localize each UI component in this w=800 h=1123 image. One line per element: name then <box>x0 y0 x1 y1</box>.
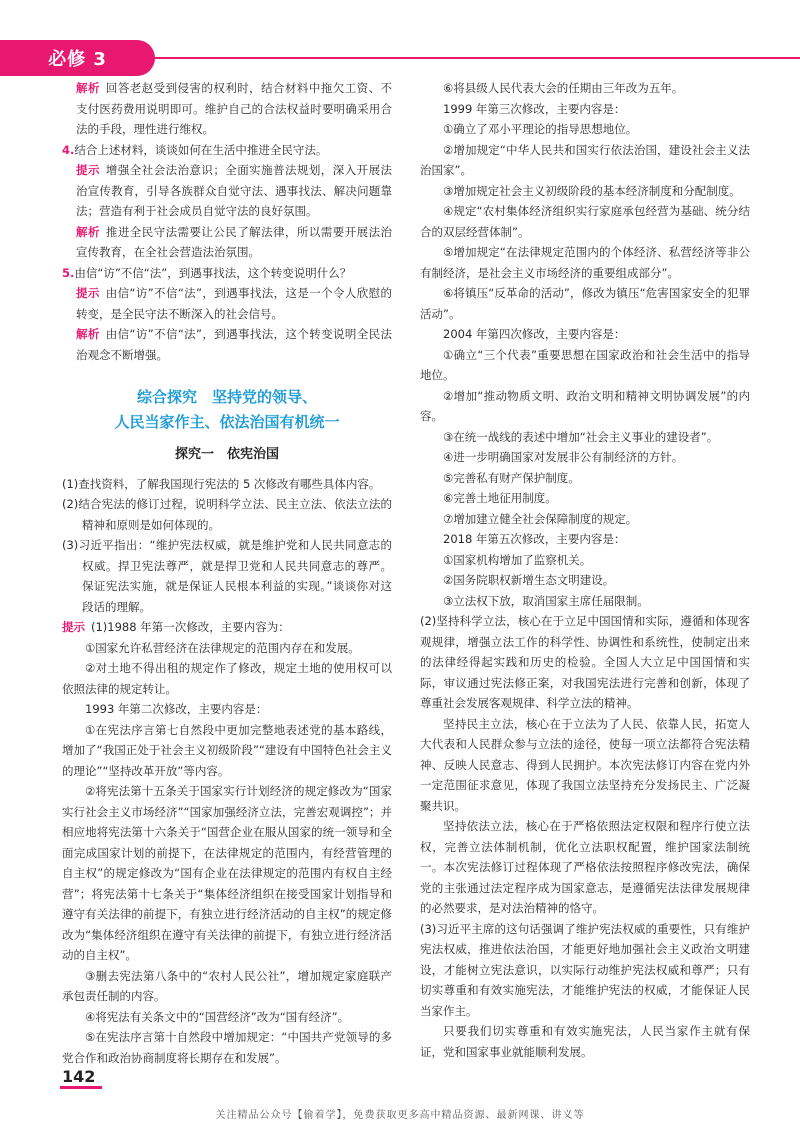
amendment-item: ⑤增加规定“在法律规定范围内的个体经济、私营经济等非公有制经济，是社会主义市场经济的重要组成部分”。 <box>420 245 750 280</box>
explore-question-1: (1)查找资料，了解我国现行宪法的 5 次修改有哪些具体内容。 <box>62 476 381 491</box>
tip-text: 增强全社会法治意识；全面实施普法规划，深入开展法治宣传教育，引导各族群众自觉守法、遇事找法、解决问题靠法；营造有利于社会成员自觉守法的良好氛围。 <box>76 163 393 218</box>
amendment-item: ①国家允许私营经济在法律规定的范围内存在和发展。 <box>85 640 360 655</box>
answer-paragraph: 坚持依法立法，核心在于严格依照法定权限和程序行使立法权，完善立法体制机制，优化立法职权配置，维护国家法制统一。本次宪法修订过程体现了严格依法按照程序修改宪法，确保党的主张通过法定程序成为国家意志，是遵循宪法法律发展规律的必然要求，是对法治精神的恪守。 <box>420 819 750 915</box>
answer-paragraph: (2)坚持科学立法，核心在于立足中国国情和实际，遵循和体现客观规律，增强立法工作的科学性、协调性和系统性，使制定出来的法律经得起实践和历史的检验。全国人大立足中国国情和实际，审议通过宪法修正案，对我国宪法进行完善和创新，体现了尊重社会发展客观规律、科学立法的精神。 <box>420 614 750 710</box>
amendment-item: ①确立“三个代表”重要思想在国家政治和社会生活中的指导地位。 <box>420 347 750 382</box>
amendment-year-heading: 1999 年第三次修改，主要内容是： <box>443 101 626 116</box>
page-number-bar <box>60 1086 102 1089</box>
page-number: 142 <box>62 1067 96 1086</box>
amendment-item: ⑥将镇压“反革命的活动”，修改为镇压“危害国家安全的犯罪活动”。 <box>420 286 750 321</box>
amendment-year-heading: 2018 年第五次修改，主要内容是： <box>443 532 626 546</box>
question-text: 由信“访”不信“法”，到遇事找法，这个转变说明什么？ <box>74 265 352 280</box>
question-5 <box>62 263 392 284</box>
amendment-item: ⑦增加建立健全社会保障制度的规定。 <box>443 511 638 526</box>
tip-intro <box>62 617 392 638</box>
amendment-item: ⑥将县级人民代表大会的任期由三年改为五年。 <box>443 81 684 95</box>
footer-note: 关注精品公众号【偷着学】，免费获取更多高中精品资源、最新网课、讲义等 <box>215 1110 585 1121</box>
amendment-item: ③增加规定社会主义初级阶段的基本经济制度和分配制度。 <box>443 183 741 198</box>
amendment-item: ②增加“推动物质文明、政治文明和精神文明协调发展”的内容。 <box>420 388 750 423</box>
amendment-item: ①确立了邓小平理论的指导思想地位。 <box>443 122 638 136</box>
tip-label: 提示 <box>62 620 85 634</box>
analysis-text: 由信“访”不信“法”，到遇事找法，这个转变说明全民法治观念不断增强。 <box>76 327 392 362</box>
tip-label: 提示 <box>76 286 100 300</box>
answer-paragraph: (3)习近平主席的这句话强调了维护宪法权威的重要性，只有维护宪法权威，推进依法治国，才能更好地加强社会主义政治文明建设，才能树立宪法意识，以实际行动维护宪法权威和尊严；只有切实尊重和有效实施宪法，才能维护宪法的权威，才能保证人民当家作主。 <box>420 921 750 1018</box>
explore-question-2: (2)结合宪法的修订过程，说明科学立法、民主立法、依法立法的精神和原则是如何体现的。 <box>62 497 392 532</box>
analysis-label: 解析 <box>76 224 100 239</box>
amendment-item: ⑥完善土地征用制度。 <box>443 491 557 505</box>
tip-label: 提示 <box>76 163 100 177</box>
section-title-line-2: 人民当家作主、依法治国有机统一 <box>114 413 340 431</box>
explore-title: 探究一 依宪治国 <box>174 447 279 462</box>
module-tab-label: 必修 3 <box>48 49 107 70</box>
answer-paragraph: 只要我们切实尊重和有效实施宪法，人民当家作主就有保证，党和国家事业就能顺利发展。 <box>420 1024 750 1059</box>
tip-text: 由信“访”不信“法”，到遇事找法，这是一个令人欣慰的转变，是全民守法不断深入的社会信号。 <box>76 286 392 321</box>
answer-paragraph: 坚持民主立法，核心在于立法为了人民、依靠人民，拓宽人大代表和人民群众参与立法的途径，使每一项立法都符合宪法精神、反映人民意志、得到人民拥护。本次宪法修订内容在党内外一定范围征求意见，体现了我国立法坚持充分发扬民主、广泛凝聚共识。 <box>420 716 750 813</box>
amendment-item: ②国务院职权新增生态文明建设。 <box>443 573 615 587</box>
amendment-item: ②对土地不得出租的规定作了修改，规定土地的使用权可以依照法律的规定转让。 <box>62 661 392 696</box>
question-number: 5. <box>62 265 75 280</box>
tip-text: (1)1988 年第一次修改，主要内容为： <box>91 620 290 634</box>
explore-question-3: (3)习近平指出：“维护宪法权威，就是维护党和人民共同意志的权威。捍卫宪法尊严，就是捍卫党和人民共同意志的尊严。保证宪法实施，就是保证人民根本利益的实现。”谈谈你对这段话的理解。 <box>62 538 392 614</box>
right-column <box>420 78 750 1062</box>
amendment-item: ②将宪法第十五条关于国家实行计划经济的规定修改为“国家实行社会主义市场经济”“国家加强经济立法，完善宏观调控”；并相应地将宪法第十六条关于“国营企业在服从国家的统一领导和全面完成国家计划的前提下，在法律规定的范围内，有经营管理的自主权”的规定修改为“国有企业在法律规定的范围内有权自主经营”；将宪法第十七条关于“集体经济组织在接受国家计划指导和遵守有关法律的前提下，有独立进行经济活动的自主权”的规定修改为“集体经济组织在遵守有关法律的前提下，有独立进行经济活动的自主权”。 <box>62 784 392 962</box>
amendment-year-heading: 2004 年第四次修改，主要内容是： <box>443 327 626 341</box>
question-4-analysis <box>62 222 392 263</box>
amendment-item: ②增加规定“中华人民共和国实行依法治国，建设社会主义法治国家”。 <box>420 142 750 177</box>
amendment-item: ④规定“农村集体经济组织实行家庭承包经营为基础、统分结合的双层经营体制”。 <box>420 204 750 239</box>
amendment-item: ④进一步明确国家对发展非公有制经济的方针。 <box>443 450 684 464</box>
header-rule <box>155 57 800 59</box>
amendment-item: ③删去宪法第八条中的“农村人民公社”，增加规定家庭联产承包责任制的内容。 <box>62 968 392 1003</box>
question-text: 结合上述材料，谈谈如何在生活中推进全民守法。 <box>74 142 328 157</box>
analysis-paragraph <box>62 78 392 140</box>
section-title-line-1: 综合探究 坚持党的领导、 <box>136 388 317 406</box>
amendment-item: ⑤在宪法序言第十自然段中增加规定：“中国共产党领导的多党合作和政治协商制度将长期存在和发展”。 <box>62 1030 392 1065</box>
amendment-year-heading: 1993 年第二次修改，主要内容是： <box>85 702 268 716</box>
left-column <box>62 78 392 1068</box>
amendment-item: ⑤完善私有财产保护制度。 <box>443 470 580 485</box>
analysis-label: 解析 <box>76 327 100 341</box>
amendment-item: ③立法权下放，取消国家主席任届限制。 <box>443 593 649 608</box>
module-tab <box>0 40 155 76</box>
question-4-tip <box>62 160 392 222</box>
amendment-item: ①在宪法序言第七自然段中更加完整地表述党的基本路线，增加了“我国正处于社会主义初级阶段”“建设有中国特色社会主义的理论”“坚持改革开放”等内容。 <box>62 722 392 778</box>
amendment-item: ④将宪法有关条文中的“国营经济”改为“国有经济”。 <box>85 1009 350 1024</box>
question-4 <box>62 140 392 161</box>
analysis-text: 推进全民守法需要让公民了解法律，所以需要开展法治宣传教育，在全社会营造法治氛围。 <box>76 224 393 259</box>
analysis-label: 解析 <box>76 81 100 95</box>
section-title <box>62 385 392 435</box>
analysis-text: 回答老赵受到侵害的权利时，结合材料中拖欠工资、不支付医药费用说明即可。维护自己的合法权益时要明确采用合法的手段，理性进行维权。 <box>76 81 393 136</box>
question-number: 4. <box>62 142 75 157</box>
amendment-item: ①国家机构增加了监察机关。 <box>443 552 592 567</box>
amendment-item: ③在统一战线的表述中增加“社会主义事业的建设者”。 <box>443 429 719 444</box>
question-5-analysis <box>62 324 392 365</box>
question-5-tip <box>62 283 392 324</box>
